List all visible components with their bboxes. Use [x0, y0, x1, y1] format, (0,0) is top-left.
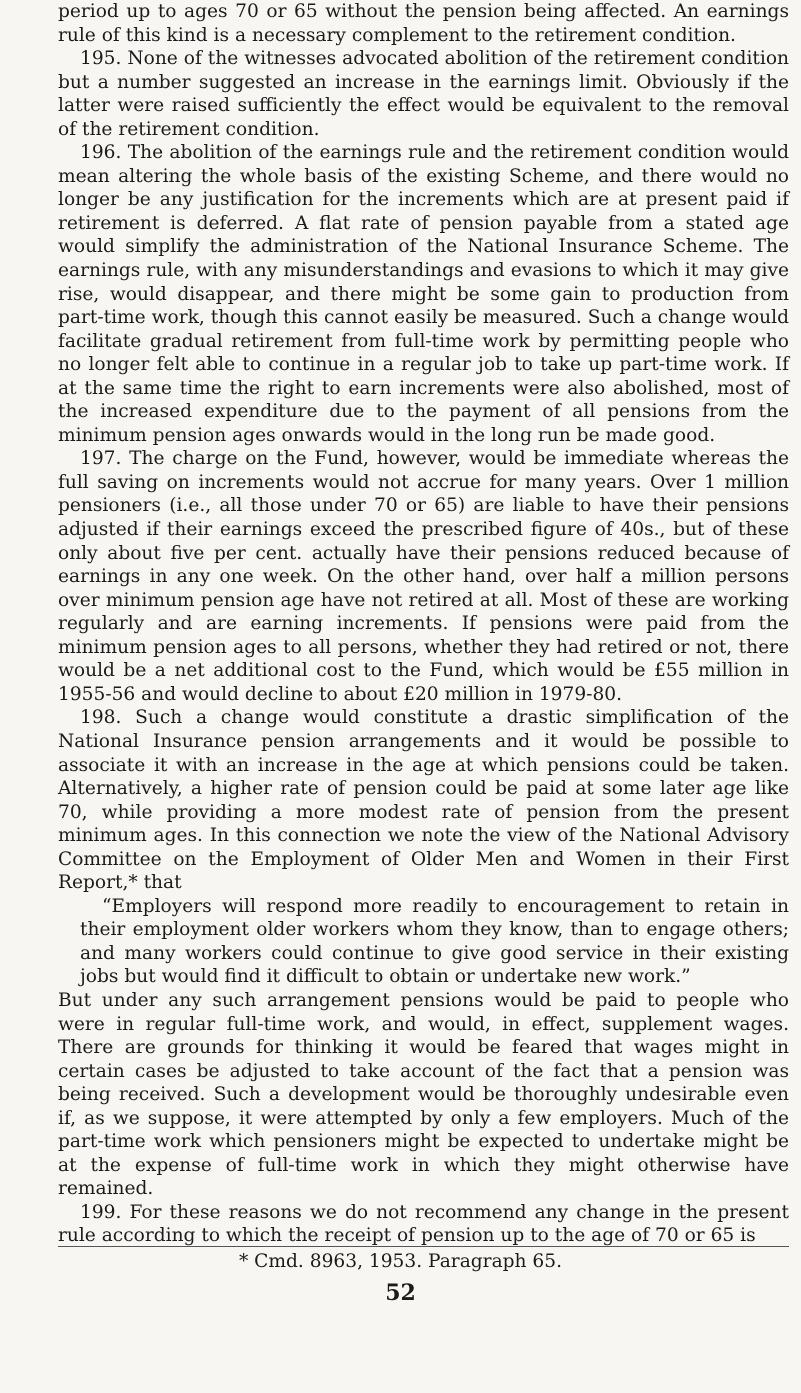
page-number: 52: [385, 1280, 416, 1306]
footnote: * Cmd. 8963, 1953. Paragraph 65.: [238, 1251, 563, 1272]
paragraph-197: 197. The charge on the Fund, however, would be immediate whereas the full saving on increments would not accrue for many years. Over 1 million pensioners (i.e., all those under 70 or 65) are liable to have their pensions adjusted if their earnings exceed the prescribed figure of 40s., but of these only about five per cent. actually have their pensions reduced because of earnings in any one week. On the other hand, over half a million persons over minimum pension age have not retired at all. Most of these are working regularly and are earning increments. If pensions were paid from the minimum pension ages to all persons, whether they had retired or not, there would be a net additional cost to the Fund, which would be £55 million in 1955-56 and would decline to about £20 million in 1979-80.: [58, 448, 789, 705]
paragraph-194-continuation: period up to ages 70 or 65 without the pension being affected. An earnings rule of this kind is a necessary complement to the retirement condition.: [58, 1, 789, 46]
paragraph-195: 195. None of the witnesses advocated abolition of the retirement condition but a number suggested an increase in the earnings limit. Obviously if the latter were raised sufficiently the effect would be equivalent to the removal of the retirement condition.: [58, 48, 789, 140]
footnote-divider: [58, 1246, 789, 1247]
body-text: [58, 0, 789, 1248]
block-quote: “Employers will respond more readily to encouragement to retain in their employment older workers whom they know, than to engage others; and many workers could continue to give good service in their existing jobs but would find it difficult to obtain or undertake new work.”: [80, 895, 789, 988]
paragraph-198: 198. Such a change would constitute a drastic simplification of the National Insurance pension arrangements and it would be possible to associate it with an increase in the age at which pensions could be taken. Alternatively, a higher rate of pension could be paid at some later age like 70, while providing a more modest rate of pension from the present minimum ages. In this connection we note the view of the National Advisory Committee on the Employment of Older Men and Women in their First Report,* that: [58, 707, 789, 894]
paragraph-199: 199. For these reasons we do not recommend any change in the present rule according to which the receipt of pension up to the age of 70 or 65 is: [58, 1201, 789, 1247]
paragraph-196: 196. The abolition of the earnings rule and the retirement condition would mean altering the whole basis of the existing Scheme, and there would no longer be any justification for the increments which are at present paid if retirement is deferred. A flat rate of pension payable from a stated age would simplify the administration of the National Insurance Scheme. The earnings rule, with any misunderstandings and evasions to which it may give rise, would disappear, and there might be some gain to production from part-time work, though this cannot easily be measured. Such a change would facilitate gradual retirement from full-time work by permitting people who no longer felt able to continue in a regular job to take up part-time work. If at the same time the right to earn increments were also abolished, most of the increased expenditure due to the payment of all pensions from the minimum pension ages onwards would in the long run be made good.: [58, 142, 789, 446]
paragraph-198-continuation: But under any such arrangement pensions would be paid to people who were in regular full-time work, and would, in effect, supplement wages. There are grounds for thinking it would be feared that wages might in certain cases be adjusted to take account of the fact that a pension was being received. Such a development would be thoroughly undesirable even if, as we suppose, it were attempted by only a few employers. Much of the part-time work which pensioners might be expected to undertake might be at the expense of full-time work in which they might otherwise have remained.: [58, 989, 789, 1200]
